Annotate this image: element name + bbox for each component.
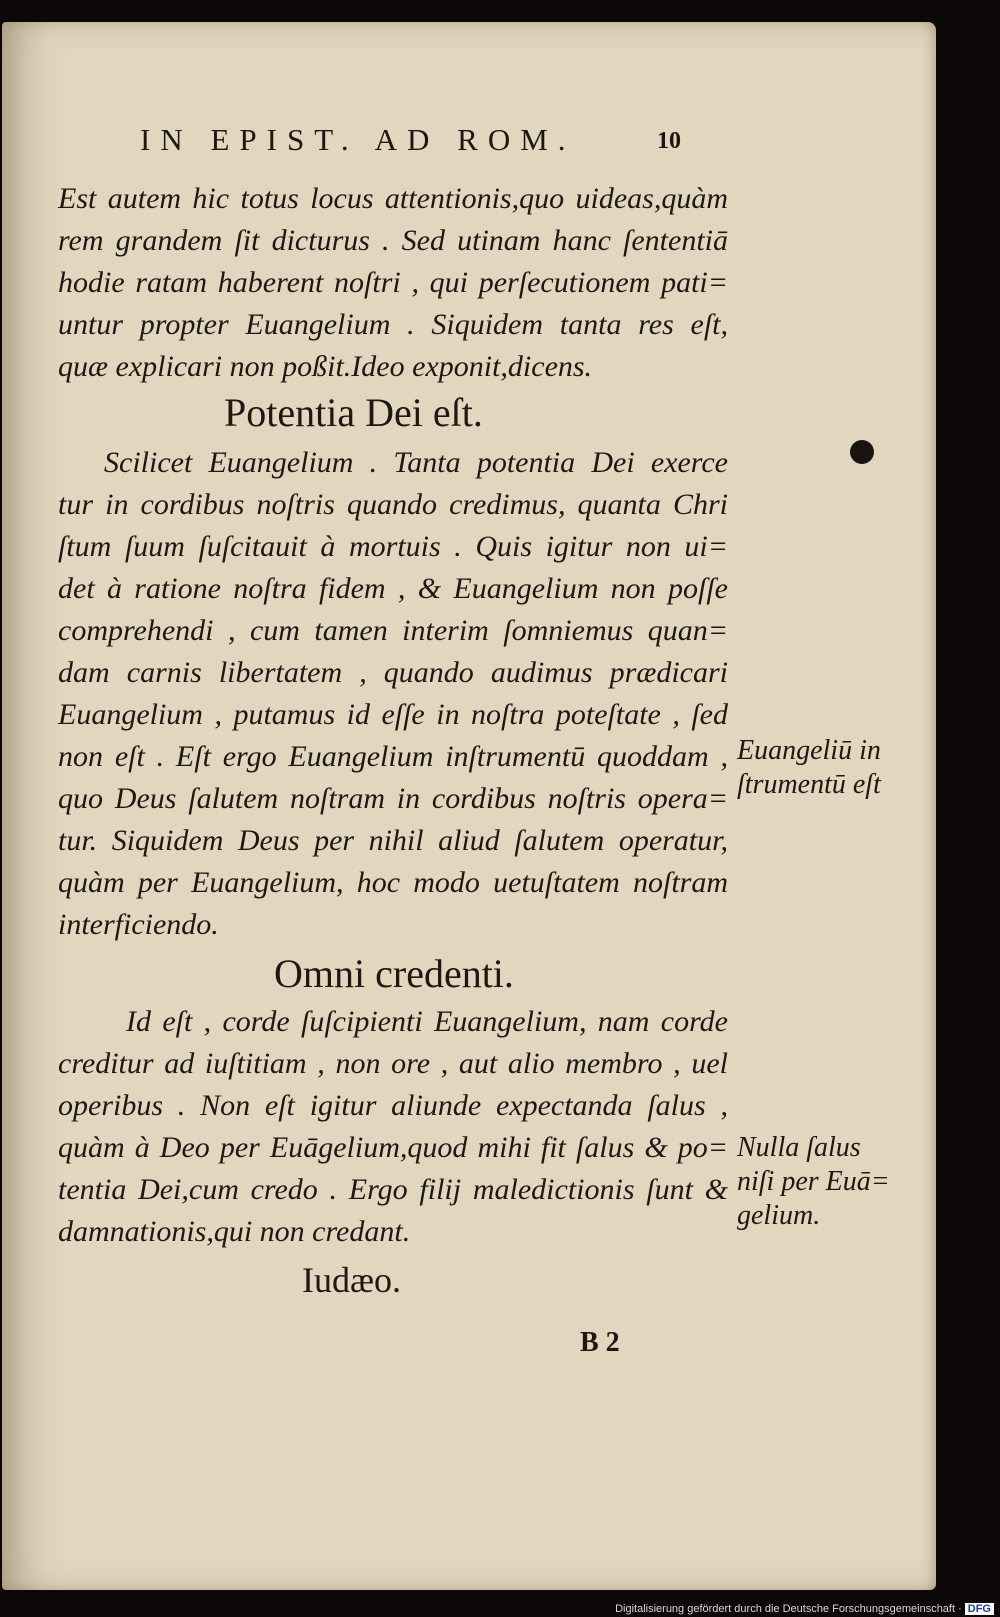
text-line: untur propter Euangelium . Siquidem tanta res eſt,	[58, 308, 728, 341]
text-line: Scilicet Euangelium . Tanta potentia Dei exerce	[104, 446, 728, 479]
text-line: ſtum ſuum ſuſcitauit à mortuis . Quis igitur non ui=	[58, 530, 728, 563]
text-line: quàm à Deo per Euāgelium,quod mihi fit ſalus & po=	[58, 1131, 728, 1164]
folio-number: 10	[657, 128, 681, 154]
margin-note: Nulla ſalus niſi per Euā= gelium.	[737, 1132, 890, 1231]
text-line: operibus . Non eſt igitur aliunde expectanda ſalus ,	[58, 1089, 728, 1122]
text-line: dam carnis libertatem , quando audimus prædicari	[58, 656, 728, 689]
text-line: Euangelium , putamus id eſſe in noſtra poteſtate , ſed	[58, 698, 728, 731]
running-title: IN EPIST. AD ROM.	[140, 122, 576, 157]
text-line: quæ explicari non poßit.Ideo exponit,dicens.	[58, 350, 593, 383]
text-line: damnationis,qui non credant.	[58, 1215, 411, 1248]
text-line: quàm per Euangelium, hoc modo uetuſtatem noſtram	[58, 866, 728, 899]
margin-note: Euangeliū in ſtrumentū eſt	[737, 735, 881, 800]
text-line: interficiendo.	[58, 908, 219, 941]
section-heading: Omni credenti.	[274, 951, 514, 996]
catchword: Iudæo.	[302, 1260, 401, 1300]
text-line: creditur ad iuſtitiam , non ore , aut alio membro , uel	[58, 1047, 728, 1080]
text-line: rem grandem ſit dicturus . Sed utinam hanc ſententiā	[58, 224, 728, 257]
dfg-logo: DFG	[965, 1603, 994, 1615]
text-line: det à ratione noſtra fidem , & Euangelium non poſſe	[58, 572, 728, 605]
text-line: tur. Siquidem Deus per nihil aliud ſalutem operatur,	[58, 824, 728, 857]
digitization-footer: Digitalisierung gefördert durch die Deutsche Forschungsgemeinschaft · DFG	[615, 1603, 994, 1615]
text-line: Id eſt , corde ſuſcipienti Euangelium, nam corde	[126, 1005, 728, 1038]
text-line: Est autem hic totus locus attentionis,quo uideas,quàm	[58, 182, 728, 215]
text-line: non eſt . Eſt ergo Euangelium inſtrumentū quoddam ,	[58, 740, 728, 773]
text-line: quo Deus ſalutem noſtram in cordibus noſtris opera=	[58, 782, 728, 815]
text-line: tentia Dei,cum credo . Ergo filij maledictionis ſunt &	[58, 1173, 728, 1206]
text-line: comprehendi , cum tamen interim ſomniemus quan=	[58, 614, 728, 647]
ink-blot	[850, 440, 874, 464]
signature-mark: B 2	[580, 1327, 620, 1358]
text-line: hodie ratam haberent noſtri , qui perſecutionem pati=	[58, 266, 728, 299]
section-heading: Potentia Dei eſt.	[224, 390, 483, 435]
text-line: tur in cordibus noſtris quando credimus, quanta Chri	[58, 488, 728, 521]
book-page	[2, 22, 936, 1590]
